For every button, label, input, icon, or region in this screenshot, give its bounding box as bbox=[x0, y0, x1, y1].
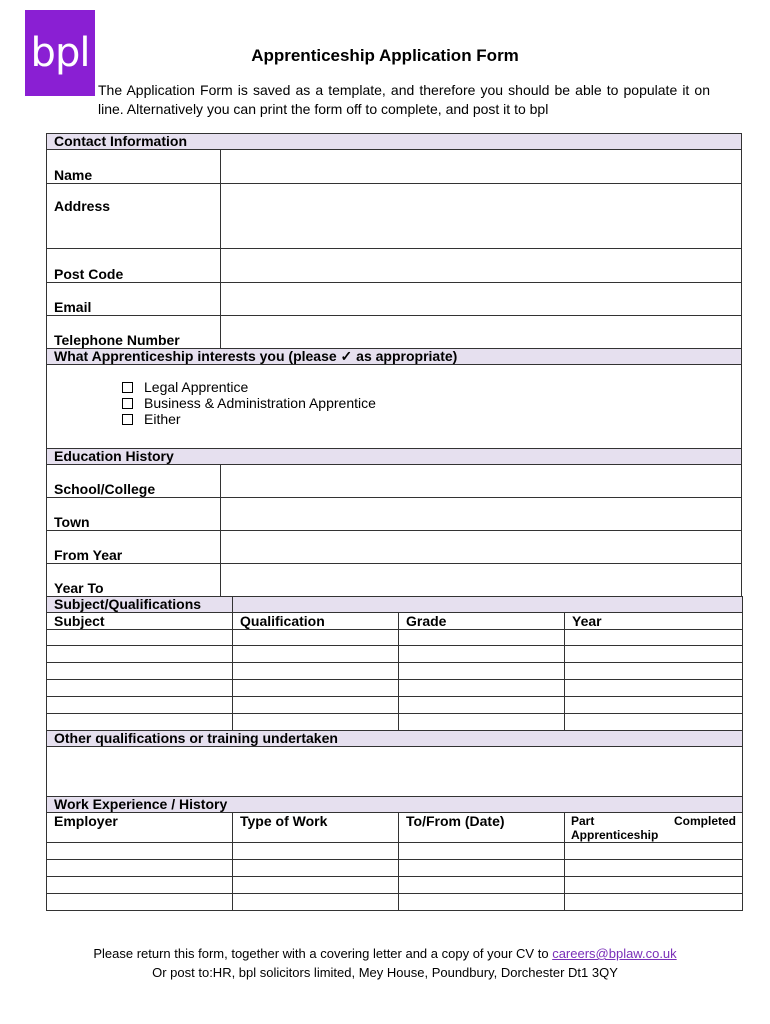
post-code-label: Post Code bbox=[47, 249, 221, 283]
footer-return-text: Please return this form, together with a covering letter and a copy of your CV to bbox=[93, 946, 549, 961]
address-label: Address bbox=[47, 184, 221, 249]
page-title: Apprenticeship Application Form bbox=[251, 46, 519, 65]
table-cell[interactable] bbox=[565, 894, 743, 911]
section-header-education: Education History bbox=[47, 449, 742, 465]
option-business[interactable] bbox=[122, 395, 741, 411]
table-cell[interactable] bbox=[47, 663, 233, 680]
section-header-contact: Contact Information bbox=[47, 134, 742, 150]
post-code-field[interactable] bbox=[220, 249, 741, 283]
table-cell[interactable] bbox=[565, 714, 743, 731]
table-cell[interactable] bbox=[565, 680, 743, 697]
telephone-field[interactable] bbox=[220, 316, 741, 349]
completed-label: Completed bbox=[673, 814, 736, 828]
column-header-year: Year bbox=[565, 613, 743, 630]
table-cell[interactable] bbox=[233, 843, 399, 860]
from-year-label: From Year bbox=[47, 531, 221, 564]
table-cell[interactable] bbox=[399, 663, 565, 680]
section-header-other: Other qualifications or training undertaken bbox=[47, 731, 743, 747]
table-cell[interactable] bbox=[233, 680, 399, 697]
column-header-qualification: Qualification bbox=[233, 613, 399, 630]
checkbox-icon[interactable] bbox=[122, 398, 133, 409]
logo-text: bpl bbox=[30, 30, 90, 76]
town-field[interactable] bbox=[220, 498, 741, 531]
table-cell[interactable] bbox=[47, 860, 233, 877]
table-cell[interactable] bbox=[233, 894, 399, 911]
table-cell[interactable] bbox=[399, 697, 565, 714]
table-cell[interactable] bbox=[565, 860, 743, 877]
town-label: Town bbox=[47, 498, 221, 531]
application-form bbox=[46, 133, 742, 911]
table-cell[interactable] bbox=[399, 646, 565, 663]
school-field[interactable] bbox=[220, 465, 741, 498]
from-year-field[interactable] bbox=[220, 531, 741, 564]
table-cell[interactable] bbox=[399, 843, 565, 860]
option-either[interactable] bbox=[122, 411, 741, 427]
address-field[interactable] bbox=[220, 184, 741, 249]
interest-options bbox=[47, 365, 742, 449]
checkbox-icon[interactable] bbox=[122, 414, 133, 425]
table-cell[interactable] bbox=[47, 877, 233, 894]
school-label: School/College bbox=[47, 465, 221, 498]
table-cell[interactable] bbox=[565, 663, 743, 680]
year-to-label: Year To bbox=[47, 564, 221, 597]
table-cell[interactable] bbox=[565, 843, 743, 860]
column-header-dates: To/From (Date) bbox=[399, 813, 565, 843]
table-cell[interactable] bbox=[565, 697, 743, 714]
option-label: Business & Administration Apprentice bbox=[144, 395, 376, 411]
footer bbox=[0, 944, 770, 982]
table-cell[interactable] bbox=[233, 714, 399, 731]
section-header-interest: What Apprenticeship interests you (please ✓ as appropriate) bbox=[47, 349, 742, 365]
careers-email-link[interactable]: careers@bplaw.co.uk bbox=[552, 946, 677, 961]
year-to-field[interactable] bbox=[220, 564, 741, 597]
name-field[interactable] bbox=[220, 150, 741, 184]
table-cell[interactable] bbox=[47, 894, 233, 911]
column-header-type-of-work: Type of Work bbox=[233, 813, 399, 843]
table-cell[interactable] bbox=[233, 877, 399, 894]
intro-text: The Application Form is saved as a template, and therefore you should be able to populate it on line. Alternatively you can print the form off to complete, and post it to bpl bbox=[98, 82, 710, 117]
qualifications-table bbox=[46, 596, 743, 911]
email-label: Email bbox=[47, 283, 221, 316]
table-cell[interactable] bbox=[399, 680, 565, 697]
table-cell[interactable] bbox=[233, 630, 399, 646]
contact-table bbox=[46, 133, 742, 597]
table-cell[interactable] bbox=[399, 714, 565, 731]
column-header-status bbox=[565, 813, 743, 843]
table-cell[interactable] bbox=[565, 877, 743, 894]
table-cell[interactable] bbox=[399, 860, 565, 877]
table-cell[interactable] bbox=[47, 714, 233, 731]
telephone-label: Telephone Number bbox=[47, 316, 221, 349]
option-label: Legal Apprentice bbox=[144, 379, 249, 395]
column-header-grade: Grade bbox=[399, 613, 565, 630]
name-label: Name bbox=[47, 150, 221, 184]
table-cell[interactable] bbox=[47, 630, 233, 646]
column-header-subject: Subject bbox=[47, 613, 233, 630]
table-cell[interactable] bbox=[399, 630, 565, 646]
table-cell[interactable] bbox=[565, 630, 743, 646]
table-cell[interactable] bbox=[565, 646, 743, 663]
email-field[interactable] bbox=[220, 283, 741, 316]
table-cell[interactable] bbox=[233, 697, 399, 714]
option-label: Either bbox=[144, 411, 181, 427]
section-header-work: Work Experience / History bbox=[47, 797, 743, 813]
section-header-qualifications: Subject/Qualifications bbox=[47, 597, 233, 613]
option-legal[interactable] bbox=[122, 379, 741, 395]
table-cell[interactable] bbox=[47, 646, 233, 663]
table-cell[interactable] bbox=[47, 843, 233, 860]
table-cell[interactable] bbox=[47, 697, 233, 714]
table-cell[interactable] bbox=[233, 663, 399, 680]
table-cell[interactable] bbox=[233, 860, 399, 877]
footer-line-2: Or post to:HR, bpl solicitors limited, Mey House, Poundbury, Dorchester Dt1 3QY bbox=[152, 965, 618, 980]
table-cell[interactable] bbox=[399, 894, 565, 911]
part-apprenticeship-label: Part Apprenticeship bbox=[571, 814, 659, 842]
table-cell[interactable] bbox=[47, 680, 233, 697]
table-cell[interactable] bbox=[233, 646, 399, 663]
checkbox-icon[interactable] bbox=[122, 382, 133, 393]
column-header-employer: Employer bbox=[47, 813, 233, 843]
other-qualifications-field[interactable] bbox=[47, 747, 743, 797]
footer-line-1 bbox=[0, 944, 770, 963]
table-cell[interactable] bbox=[399, 877, 565, 894]
